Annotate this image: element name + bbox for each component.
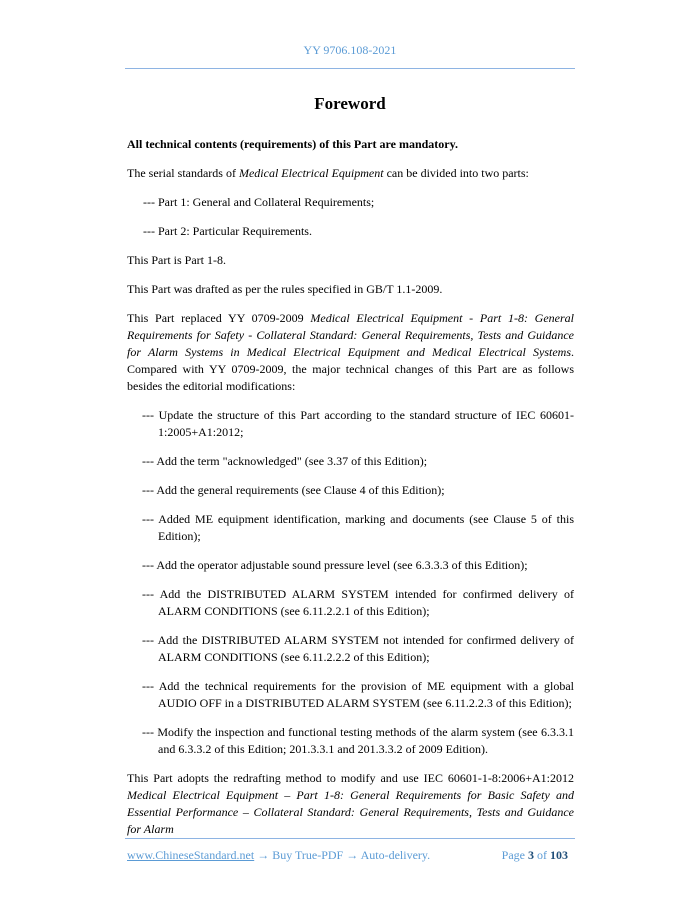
document-body — [127, 136, 574, 838]
buy-pdf-link[interactable]: Buy True-PDF — [272, 848, 344, 862]
change-item: --- Update the structure of this Part according to the standard structure of IEC 60601-1:2005+A1:2012; — [142, 408, 574, 439]
footer-links — [127, 848, 430, 863]
change-item: --- Add the term "acknowledged" (see 3.37 of this Edition); — [142, 454, 428, 468]
drafted-paragraph: This Part was drafted as per the rules specified in GB/T 1.1-2009. — [127, 282, 443, 296]
total-pages: 103 — [550, 848, 568, 862]
header-doc-number: YY 9706.108-2021 — [303, 43, 397, 57]
this-part-paragraph: This Part is Part 1-8. — [127, 253, 226, 267]
change-item: --- Add the DISTRIBUTED ALARM SYSTEM not intended for confirmed delivery of ALARM CONDITIONS (see 6.11.2.2.2 of this Edition); — [142, 633, 574, 664]
part2-item: --- Part 2: Particular Requirements. — [143, 224, 312, 238]
footer-rule — [125, 838, 575, 839]
serial-standards-paragraph: The serial standards of Medical Electrical Equipment can be divided into two parts: — [127, 166, 529, 180]
change-item: --- Modify the inspection and functional testing methods of the alarm system (see 6.3.3.1 and 6.3.3.2 of this Edition; 201.3.3.1 and 201.3.3.2 of 2009 Edition). — [142, 725, 574, 756]
part1-item: --- Part 1: General and Collateral Requirements; — [143, 195, 375, 209]
change-item: --- Add the DISTRIBUTED ALARM SYSTEM intended for confirmed delivery of ALARM CONDITIONS (see 6.11.2.2.1 of this Edition); — [142, 587, 574, 618]
change-item: --- Add the technical requirements for the provision of ME equipment with a global AUDIO OFF in a DISTRIBUTED ALARM SYSTEM (see 6.11.2.2.3 of this Edition); — [142, 679, 574, 710]
change-item: --- Add the general requirements (see Clause 4 of this Edition); — [142, 483, 445, 497]
mandatory-statement: All technical contents (requirements) of this Part are mandatory. — [127, 137, 458, 151]
arrow-right-icon: → — [343, 848, 361, 862]
arrow-right-icon: → — [254, 848, 273, 862]
replaced-paragraph: This Part replaced YY 0709-2009 Medical Electrical Equipment - Part 1-8: General Requirements for Safety - Collateral Standard: General Requirements, Tests and Guidance for Alarm Systems in Medical Electrical Equipment and Medical Electrical Systems. Compared with YY 0709-2009, the major technical changes of this Part are as follows besides the editorial modifications: — [127, 311, 574, 393]
change-item: --- Added ME equipment identification, marking and documents (see Clause 5 of this Edition); — [142, 512, 574, 543]
header-rule — [125, 68, 575, 69]
current-page: 3 — [528, 848, 534, 862]
site-link[interactable]: www.ChineseStandard.net — [127, 848, 255, 862]
page-title: Foreword — [314, 94, 386, 113]
auto-delivery-text: Auto-delivery. — [360, 848, 431, 862]
adopts-paragraph: This Part adopts the redrafting method to modify and use IEC 60601-1-8:2006+A1:2012 Medical Electrical Equipment – Part 1-8: General Requirements for Basic Safety and Essential Performance – Collateral Standard: General Requirements, Tests and Guidance for Alarm — [127, 771, 574, 836]
change-item: --- Add the operator adjustable sound pressure level (see 6.3.3.3 of this Edition); — [142, 558, 528, 572]
page-number: Page 3 of 103 — [501, 848, 568, 862]
